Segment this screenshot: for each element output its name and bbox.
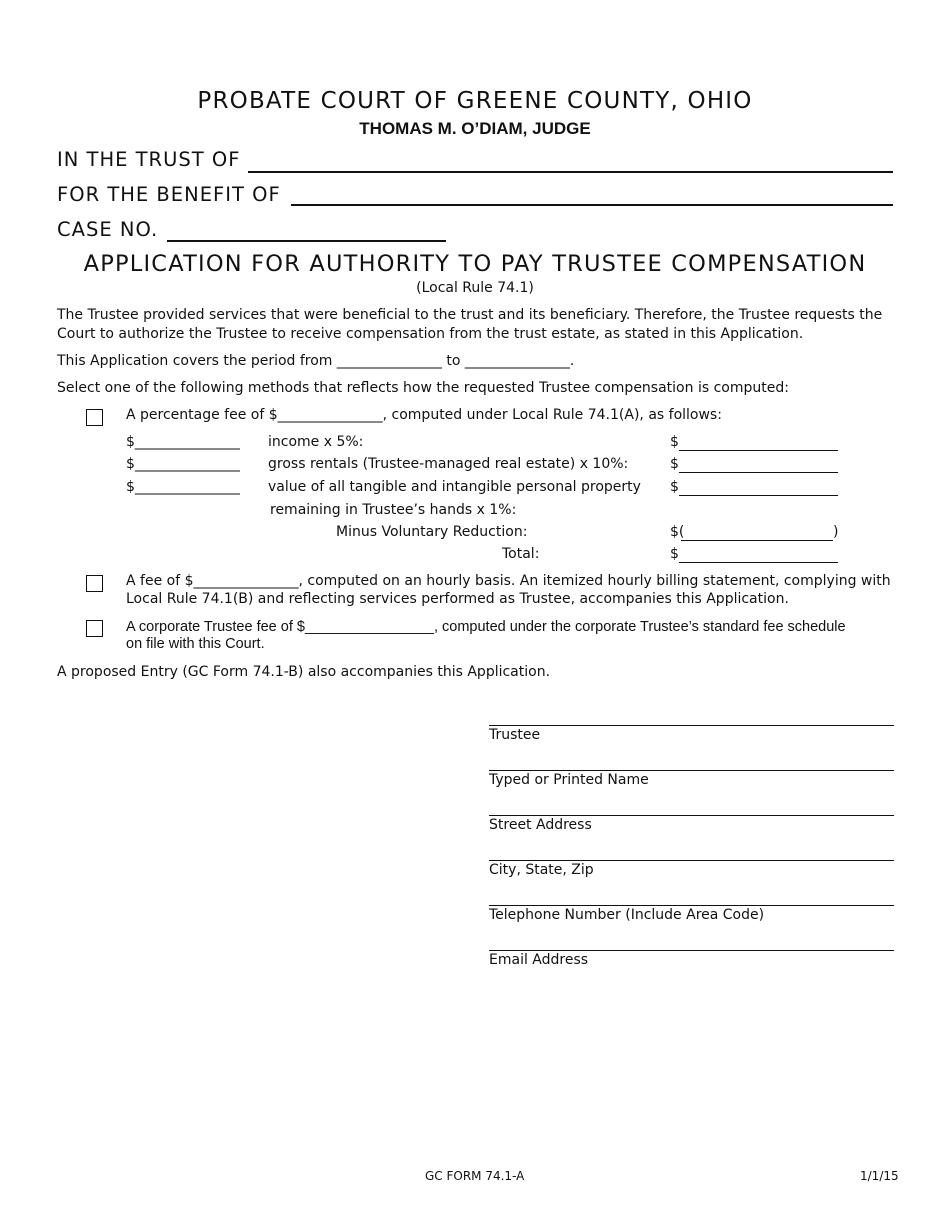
minus-reduction-field[interactable] (681, 540, 833, 541)
judge-name: THOMAS M. O’DIAM, JUDGE (359, 119, 591, 138)
period-line: This Application covers the period from _______________ to _______________. (57, 353, 575, 369)
rentals-dollar: $ (670, 456, 679, 472)
city-state-zip-line[interactable] (489, 860, 894, 861)
email-label: Email Address (489, 952, 589, 968)
total-dollar: $ (670, 546, 679, 562)
income-label: income x 5%: (268, 434, 364, 450)
total-amount-field[interactable] (679, 562, 838, 563)
trustee-signature-line[interactable] (489, 725, 894, 726)
trust-of-label: IN THE TRUST OF (57, 148, 241, 171)
property-amount-field[interactable] (679, 495, 838, 496)
form-date: 1/1/15 (860, 1169, 899, 1183)
court-name: PROBATE COURT OF GREENE COUNTY, OHIO (197, 88, 753, 114)
case-no-label: CASE NO. (57, 218, 159, 241)
street-address-label: Street Address (489, 817, 592, 833)
benefit-of-label: FOR THE BENEFIT OF (57, 183, 281, 206)
intro-paragraph: The Trustee provided services that were beneficial to the trust and its beneficiary. Therefore, the Trustee requests the Court to authorize the Trustee to receive compensation from the trust estate, as stated in this Application. (57, 307, 883, 342)
form-title: APPLICATION FOR AUTHORITY TO PAY TRUSTEE COMPENSATION (83, 251, 867, 277)
rentals-blank[interactable]: $_______________ (126, 456, 240, 472)
property-blank[interactable]: $_______________ (126, 479, 240, 495)
email-line[interactable] (489, 950, 894, 951)
select-instruction: Select one of the following methods that reflects how the requested Trustee compensation is computed: (57, 380, 789, 396)
rentals-amount-field[interactable] (679, 472, 838, 473)
street-address-line[interactable] (489, 815, 894, 816)
hourly-fee-label-line1: A fee of $_______________, computed on an hourly basis. An itemized hourly billing statement, complying with (126, 573, 891, 589)
rentals-label: gross rentals (Trustee-managed real estate) x 10%: (268, 456, 629, 472)
income-dollar: $ (670, 434, 679, 450)
case-no-field[interactable] (167, 240, 446, 242)
form-number: GC FORM 74.1-A (425, 1169, 525, 1183)
minus-paren-close: ) (833, 524, 839, 540)
hourly-fee-label-line2: Local Rule 74.1(B) and reflecting services performed as Trustee, accompanies this Application. (126, 591, 789, 607)
minus-reduction-label: Minus Voluntary Reduction: (336, 524, 528, 540)
benefit-of-field[interactable] (291, 204, 893, 206)
minus-paren-open: $( (670, 524, 685, 540)
trust-of-field[interactable] (248, 171, 893, 173)
property-label-continued: remaining in Trustee’s hands x 1%: (270, 502, 517, 518)
telephone-label: Telephone Number (Include Area Code) (489, 907, 765, 923)
income-blank[interactable]: $_______________ (126, 434, 240, 450)
corporate-fee-label-line2: on file with this Court. (126, 636, 265, 652)
property-label: value of all tangible and intangible personal property (268, 479, 641, 495)
income-amount-field[interactable] (679, 450, 838, 451)
printed-name-line[interactable] (489, 770, 894, 771)
proposed-entry-note: A proposed Entry (GC Form 74.1-B) also accompanies this Application. (57, 664, 551, 680)
property-dollar: $ (670, 479, 679, 495)
total-label: Total: (502, 546, 540, 562)
printed-name-label: Typed or Printed Name (489, 772, 649, 788)
form-subtitle: (Local Rule 74.1) (416, 280, 534, 296)
corporate-fee-label-line1: A corporate Trustee fee of $________________, computed under the corporate Trustee’s standard fee schedule (126, 619, 846, 635)
trustee-label: Trustee (489, 727, 541, 743)
percentage-fee-label: A percentage fee of $_______________, computed under Local Rule 74.1(A), as follows: (126, 407, 722, 423)
telephone-line[interactable] (489, 905, 894, 906)
percentage-fee-checkbox[interactable] (86, 409, 103, 426)
hourly-fee-checkbox[interactable] (86, 575, 103, 592)
corporate-fee-checkbox[interactable] (86, 620, 103, 637)
city-state-zip-label: City, State, Zip (489, 862, 594, 878)
